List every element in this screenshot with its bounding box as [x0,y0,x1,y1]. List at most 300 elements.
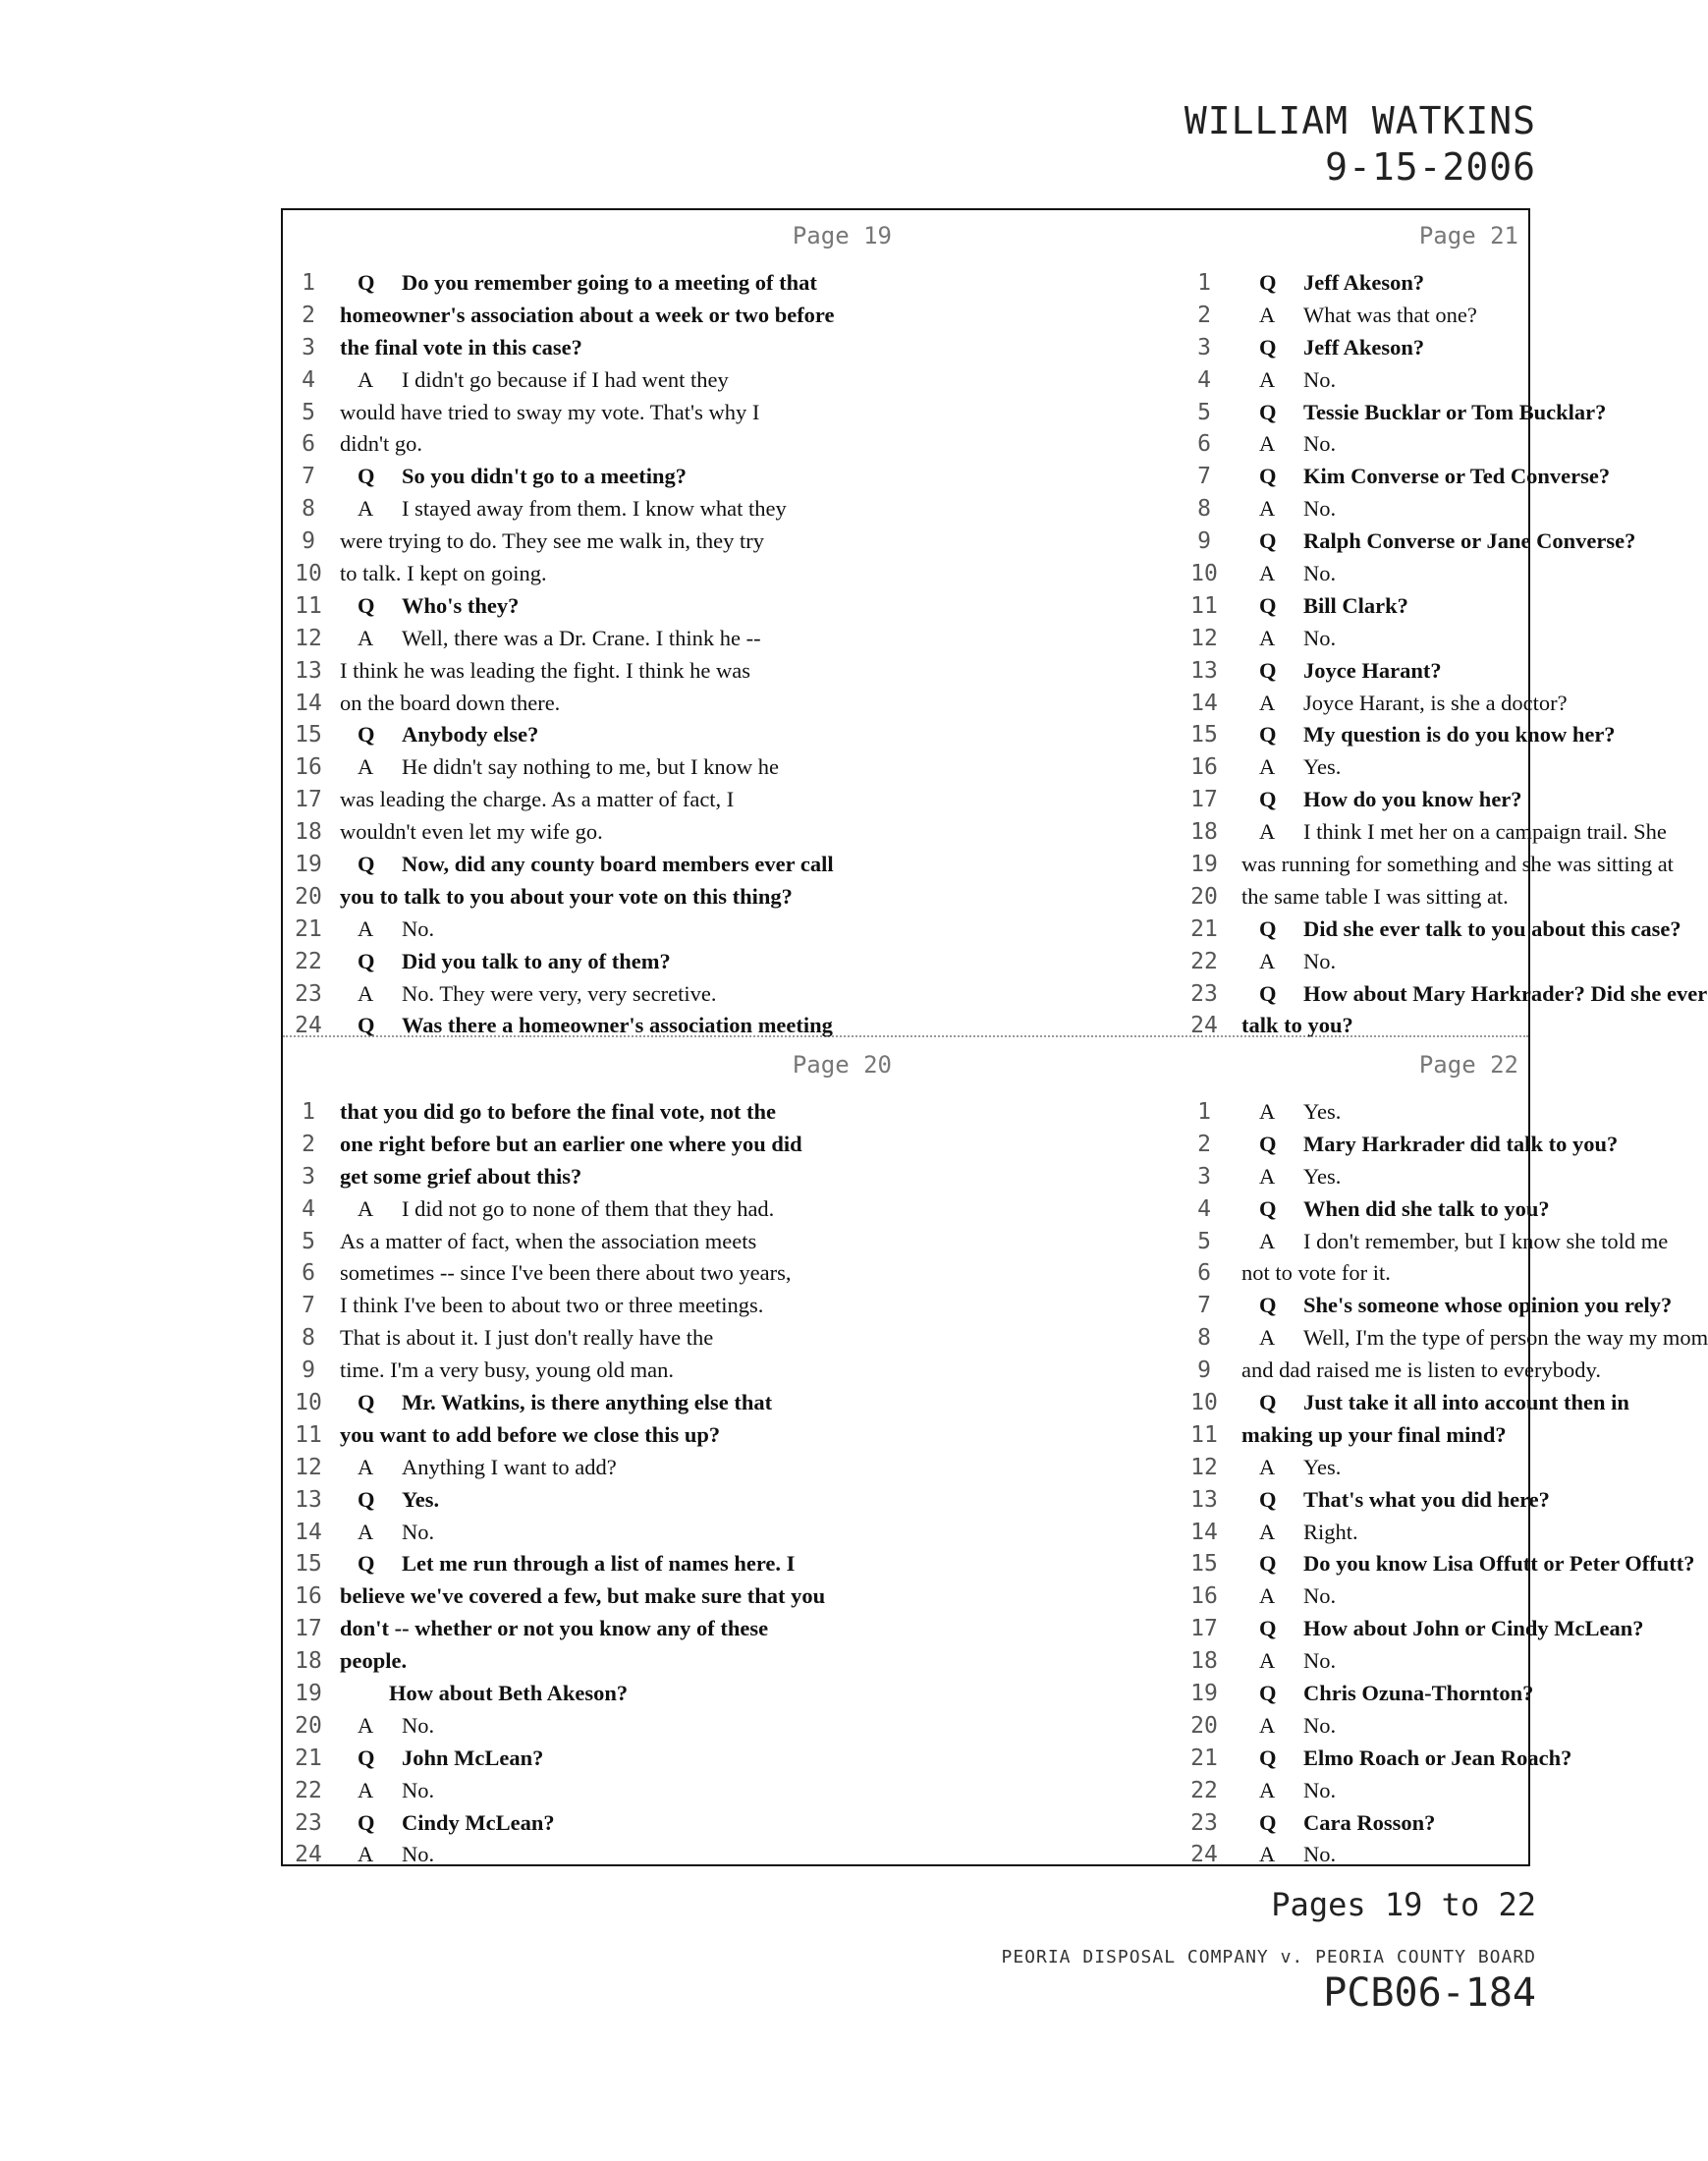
page-label: Page 20 [792,1051,892,1079]
transcript-line [283,946,908,978]
line-content [1241,1419,1507,1452]
line-content [340,1743,543,1775]
answer-marker: A [1259,1099,1276,1124]
page-label: Page 19 [792,222,892,249]
transcript-box [281,208,1708,1868]
line-number: 23 [295,1809,322,1836]
line-content [340,1010,833,1042]
line-number: 22 [1190,948,1218,974]
transcript-line [908,1807,1532,1840]
line-number: 7 [1197,464,1211,490]
answer-text: No. [1303,1583,1337,1609]
question-marker: Q [358,1809,375,1835]
line-number: 13 [295,657,322,684]
line-number: 10 [1190,1390,1218,1416]
question-text: Jeff Akeson? [1303,334,1425,360]
transcript-line [908,1257,1532,1290]
line-content [1241,688,1568,720]
line-number: 18 [1190,819,1218,846]
line-content [340,1452,617,1484]
line-content [1241,1678,1533,1710]
question-marker: Q [358,464,375,489]
continuation-text: believe we've covered a few, but make sure that you [340,1583,826,1609]
line-number: 18 [295,1648,322,1675]
line-number: 22 [295,948,322,974]
transcript-line [908,1096,1532,1129]
transcript-line [283,1322,908,1355]
line-number: 19 [295,852,322,878]
line-content [340,914,434,946]
line-content [1241,1452,1341,1484]
question-text: Did you talk to any of them? [402,948,671,973]
answer-text: No. [1303,1648,1337,1674]
line-content [1241,784,1522,816]
transcript-line [283,655,908,688]
answer-marker: A [358,754,374,780]
transcript-line [283,978,908,1011]
answer-marker: A [358,915,374,941]
line-content [1241,849,1674,881]
transcript-line [283,719,908,751]
line-content [1241,461,1610,493]
line-content [340,1161,581,1193]
line-number: 14 [295,1519,322,1545]
question-marker: Q [358,948,375,973]
continuation-text: time. I'm a very busy, young old man. [340,1358,675,1383]
line-content [1241,1743,1571,1775]
continuation-text: the final vote in this case? [340,334,582,360]
transcript-line [283,784,908,816]
question-marker: Q [1259,1616,1277,1641]
transcript-line [908,1010,1532,1042]
line-content [340,1129,802,1161]
continuation-text: you want to add before we close this up? [340,1421,721,1447]
answer-text: No. [1303,431,1337,457]
question-marker: Q [1259,1745,1277,1770]
transcript-line [908,816,1667,849]
answer-marker: A [1259,1163,1276,1189]
line-content [1241,493,1336,526]
line-content [1241,1129,1618,1161]
transcript-line [908,1226,1669,1258]
answer-text: What was that one? [1303,302,1477,327]
transcript-line [908,1678,1532,1710]
line-content [340,1710,434,1743]
line-content [1241,1290,1672,1322]
question-marker: Q [1259,1681,1277,1706]
transcript-line [283,397,908,429]
transcript-line [908,978,1708,1011]
line-content [340,881,793,914]
line-content [1241,655,1442,688]
answer-text: No. [1303,625,1337,650]
answer-marker: A [1259,754,1276,780]
line-number: 20 [295,883,322,910]
transcript-page-20 [283,1039,908,1868]
question-text: Just take it all into account then in [1303,1390,1629,1415]
transcript-line [283,688,908,720]
line-number: 9 [1197,528,1211,555]
line-number: 7 [302,1293,315,1319]
question-text: Mary Harkrader did talk to you? [1303,1131,1619,1156]
line-content [340,1226,756,1258]
question-text: Yes. [402,1486,440,1512]
line-number: 8 [302,496,315,523]
transcript-line [908,364,1532,397]
continuation-text: I think I've been to about two or three meetings. [340,1293,764,1318]
question-marker: Q [1259,915,1277,941]
line-number: 12 [1190,625,1218,651]
line-content [340,1517,434,1549]
transcript-line [283,1807,908,1840]
answer-text: Yes. [1303,1099,1342,1124]
answer-marker: A [1259,1712,1276,1738]
line-content [340,1613,768,1645]
line-content [340,1257,792,1290]
line-number: 16 [1190,754,1218,781]
continuation-text: people. [340,1648,408,1674]
continuation-text: making up your final mind? [1241,1421,1507,1447]
line-content [1241,751,1341,784]
transcript-line [908,397,1607,429]
line-content [340,590,519,623]
question-marker: Q [1259,1390,1277,1415]
question-text: Cindy McLean? [402,1809,555,1835]
line-content [1241,1387,1629,1419]
question-marker: Q [358,1486,375,1512]
transcript-lines [283,1096,908,1871]
continuation-text: would have tried to sway my vote. That's why I [340,399,760,424]
line-number: 3 [1197,334,1211,360]
line-content [1241,1096,1341,1129]
line-content [340,719,538,751]
line-number: 18 [1190,1648,1218,1675]
answer-marker: A [358,1195,374,1221]
line-content [1241,1322,1708,1355]
line-number: 15 [295,722,322,748]
line-number: 4 [1197,1195,1211,1222]
line-content [1241,1645,1336,1678]
question-text: Now, did any county board members ever call [402,852,834,877]
line-content [1241,623,1336,655]
line-number: 5 [1197,1228,1211,1254]
line-content [1241,1548,1695,1580]
line-content [1241,1839,1336,1871]
line-content [340,849,834,881]
transcript-line [283,1419,908,1452]
transcript-line [283,1096,908,1129]
question-text: How about Mary Harkrader? Did she ever [1303,980,1708,1006]
answer-marker: A [1259,1583,1276,1609]
answer-marker: A [1259,302,1276,327]
question-text: How do you know her? [1303,787,1522,812]
line-content [340,493,787,526]
question-marker: Q [358,270,375,295]
line-number: 23 [1190,980,1218,1007]
line-number: 10 [1190,561,1218,587]
line-number: 1 [302,1099,315,1125]
transcript-line [283,1355,908,1387]
line-content [1241,1193,1550,1226]
transcript-line [283,1580,908,1613]
line-content [1241,300,1477,332]
line-content [340,751,779,784]
line-content [340,267,817,300]
transcript-line [283,816,908,849]
line-number: 16 [295,1583,322,1610]
question-marker: Q [1259,980,1277,1006]
line-number: 7 [302,464,315,490]
transcript-line [283,1645,908,1678]
line-content [1241,881,1509,914]
line-number: 16 [1190,1583,1218,1610]
answer-marker: A [1259,1519,1276,1544]
transcript-line [908,493,1532,526]
continuation-text: get some grief about this? [340,1163,582,1189]
transcript-line [908,1355,1601,1387]
question-marker: Q [358,592,375,618]
transcript-line [283,1010,908,1042]
answer-marker: A [1259,1842,1276,1867]
question-text: So you didn't go to a meeting? [402,464,688,489]
answer-text: No. [402,1842,435,1867]
answer-text: Well, I'm the type of person the way my mom [1303,1325,1708,1351]
line-content [1241,332,1424,364]
line-content [340,1775,434,1807]
line-number: 13 [295,1486,322,1513]
line-number: 2 [1197,1131,1211,1157]
line-content [1241,1484,1550,1517]
question-text: When did she talk to you? [1303,1195,1550,1221]
line-number: 8 [1197,496,1211,523]
question-text: Joyce Harant? [1303,657,1442,683]
line-content [340,332,582,364]
question-text: Do you know Lisa Offutt or Peter Offutt? [1303,1551,1695,1577]
transcript-line [908,267,1532,300]
case-number: PCB06-184 [1323,1970,1536,2016]
answer-marker: A [1259,948,1276,973]
line-number: 2 [302,1131,315,1157]
answer-marker: A [1259,1228,1276,1253]
transcript-line [908,688,1568,720]
transcript-line [908,1548,1695,1580]
line-number: 18 [295,819,322,846]
question-marker: Q [358,1551,375,1577]
transcript-line [908,1193,1550,1226]
answer-text: I think I met her on a campaign trail. She [1303,819,1667,845]
continuation-text: on the board down there. [340,690,561,715]
transcript-line [908,881,1532,914]
line-number: 17 [1190,1616,1218,1642]
continuation-text: homeowner's association about a week or two before [340,302,835,327]
transcript-line [283,461,908,493]
transcript-line [283,364,908,397]
transcript-page-22 [908,1039,1708,1868]
continuation-text: didn't go. [340,431,423,457]
transcript-line [908,1517,1532,1549]
line-number: 2 [1197,302,1211,328]
line-content [1241,590,1408,623]
line-number: 10 [295,1390,322,1416]
line-content [1241,946,1336,978]
transcript-line [908,719,1616,751]
transcript-line [908,1387,1629,1419]
transcript-line [908,849,1674,881]
transcript-line [283,751,908,784]
transcript-line [908,1613,1644,1645]
line-content [1241,1010,1353,1042]
line-number: 3 [302,334,315,360]
question-text: Mr. Watkins, is there anything else that [402,1390,773,1415]
line-number: 12 [1190,1454,1218,1480]
line-content [340,1678,628,1710]
line-number: 10 [295,561,322,587]
transcript-line [908,1580,1532,1613]
line-number: 6 [302,431,315,458]
line-number: 16 [295,754,322,781]
line-number: 21 [1190,915,1218,942]
transcript-line [283,1226,908,1258]
line-content [1241,558,1336,590]
answer-text: No. [402,1777,435,1802]
line-number: 7 [1197,1293,1211,1319]
line-content [340,1290,763,1322]
answer-marker: A [358,1454,374,1479]
continuation-text: were trying to do. They see me walk in, they try [340,528,764,554]
question-text: How about John or Cindy McLean? [1303,1616,1644,1641]
witness-name: WILLIAM WATKINS [1184,99,1536,142]
transcript-line [908,300,1532,332]
line-content [340,300,835,332]
answer-text: Well, there was a Dr. Crane. I think he -- [402,625,761,650]
answer-marker: A [358,625,374,650]
question-text: Tessie Bucklar or Tom Bucklar? [1303,399,1607,424]
answer-text: No. [1303,496,1337,522]
transcript-line [908,784,1532,816]
transcript-line [908,1775,1532,1807]
line-content [340,1387,772,1419]
answer-text: I didn't go because if I had went they [402,366,729,392]
line-number: 21 [1190,1745,1218,1771]
line-number: 9 [1197,1358,1211,1384]
transcript-line [908,751,1532,784]
line-content [1241,914,1681,946]
line-number: 11 [1190,1421,1218,1448]
question-marker: Q [358,1745,375,1770]
line-number: 1 [1197,270,1211,296]
continuation-text: I think he was leading the fight. I think he was [340,657,751,683]
transcript-line [283,1710,908,1743]
answer-marker: A [1259,431,1276,457]
answer-marker: A [1259,561,1276,586]
answer-text: He didn't say nothing to me, but I know he [402,754,780,780]
line-content [1241,1257,1391,1290]
answer-text: I stayed away from them. I know what they [402,496,787,522]
question-text: Who's they? [402,592,520,618]
transcript-line [908,332,1532,364]
line-content [340,1355,674,1387]
question-marker: Q [1259,657,1277,683]
line-number: 15 [1190,1551,1218,1578]
line-content [340,1839,434,1871]
line-number: 14 [295,690,322,716]
question-marker: Q [1259,528,1277,554]
answer-text: No. [1303,366,1337,392]
transcript-line [908,1839,1532,1871]
page-label: Page 21 [1418,222,1518,249]
answer-marker: A [358,1519,374,1544]
transcript-line [908,914,1681,946]
line-content [340,1419,720,1452]
line-content [1241,364,1336,397]
answer-text: No. [402,915,435,941]
answer-marker: A [1259,1648,1276,1674]
line-number: 1 [302,270,315,296]
question-marker: Q [1259,270,1277,295]
answer-marker: A [1259,1325,1276,1351]
transcript-page-19 [283,210,908,1039]
question-text: Kim Converse or Ted Converse? [1303,464,1611,489]
question-text: Bill Clark? [1303,592,1408,618]
line-content [340,397,759,429]
question-marker: Q [358,1390,375,1415]
line-number: 20 [295,1712,322,1739]
answer-text: No. [402,1712,435,1738]
question-text: Elmo Roach or Jean Roach? [1303,1745,1572,1770]
continuation-text: don't -- whether or not you know any of these [340,1616,769,1641]
line-content [340,946,671,978]
line-number: 23 [1190,1809,1218,1836]
line-content [1241,1355,1601,1387]
answer-marker: A [1259,366,1276,392]
question-marker: Q [1259,1551,1277,1577]
line-number: 3 [1197,1163,1211,1190]
transcript-line [283,300,908,332]
line-content [1241,526,1635,558]
line-content [1241,397,1606,429]
line-number: 9 [302,1358,315,1384]
line-content [340,1548,795,1580]
case-caption: PEORIA DISPOSAL COMPANY v. PEORIA COUNTY BOARD [1001,1947,1536,1967]
line-content [340,784,734,816]
line-number: 15 [295,1551,322,1578]
line-number: 22 [1190,1777,1218,1803]
line-content [340,1193,774,1226]
transcript-line [908,1161,1532,1193]
line-content [1241,1775,1336,1807]
line-content [1241,428,1336,461]
question-text: My question is do you know her? [1303,722,1616,748]
transcript-line [283,332,908,364]
line-content [1241,1161,1341,1193]
transcript-line [283,849,908,881]
question-marker: Q [1259,1809,1277,1835]
transcript-line [908,946,1532,978]
continuation-text: to talk. I kept on going. [340,561,547,586]
transcript-line [283,1517,908,1549]
question-text: John McLean? [402,1745,544,1770]
line-number: 17 [295,1616,322,1642]
line-number: 20 [1190,883,1218,910]
line-content [1241,978,1707,1011]
question-text: Was there a homeowner's association meeting [402,1013,833,1038]
transcript-line [283,1161,908,1193]
answer-text: No. [1303,1712,1337,1738]
line-number: 8 [302,1325,315,1352]
transcript-line [908,623,1532,655]
question-marker: Q [358,722,375,748]
continuation-text: and dad raised me is listen to everybody. [1241,1358,1601,1383]
